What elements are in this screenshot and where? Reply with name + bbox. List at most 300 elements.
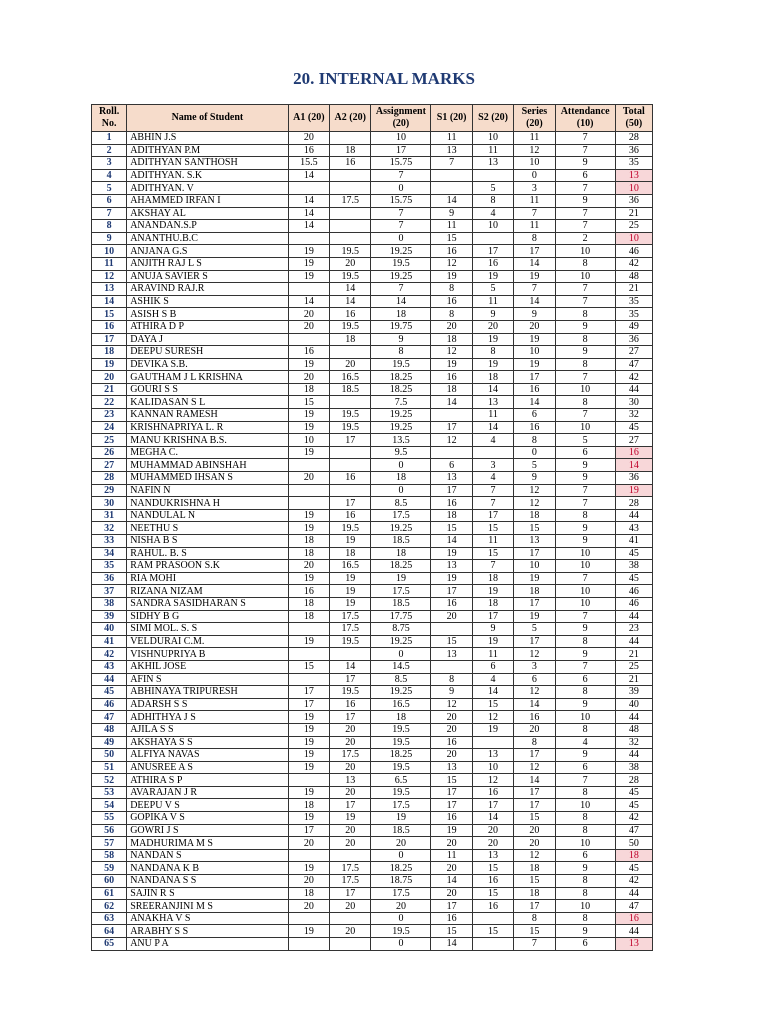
mark-cell: 10 (371, 132, 431, 145)
mark-cell: 14 (431, 194, 472, 207)
mark-cell: 19 (288, 925, 329, 938)
mark-cell: 19 (615, 484, 652, 497)
mark-cell: 18 (330, 144, 371, 157)
mark-cell: 38 (615, 560, 652, 573)
student-name-cell: AVARAJAN J R (127, 786, 288, 799)
mark-cell (330, 132, 371, 145)
mark-cell: 19.25 (371, 421, 431, 434)
student-name-cell: AKSHAYA S S (127, 736, 288, 749)
student-name-cell: MEGHA C. (127, 446, 288, 459)
roll-number-cell: 14 (92, 295, 127, 308)
roll-number-cell: 19 (92, 358, 127, 371)
mark-cell: 17 (371, 144, 431, 157)
mark-cell: 17 (514, 786, 555, 799)
mark-cell: 9 (555, 648, 615, 661)
mark-cell: 17 (472, 799, 513, 812)
mark-cell: 10 (514, 157, 555, 170)
student-name-cell: ALFIYA NAVAS (127, 749, 288, 762)
mark-cell: 18 (288, 535, 329, 548)
mark-cell: 16 (431, 295, 472, 308)
mark-cell: 10 (615, 232, 652, 245)
roll-number-cell: 8 (92, 220, 127, 233)
mark-cell: 17 (431, 799, 472, 812)
mark-cell: 17.5 (371, 509, 431, 522)
mark-cell: 6 (555, 673, 615, 686)
mark-cell: 44 (615, 749, 652, 762)
roll-number-cell: 53 (92, 786, 127, 799)
table-row (92, 786, 653, 799)
roll-number-cell: 58 (92, 849, 127, 862)
mark-cell: 50 (615, 837, 652, 850)
mark-cell: 20 (472, 824, 513, 837)
mark-cell: 9 (371, 333, 431, 346)
mark-cell: 12 (472, 711, 513, 724)
roll-number-cell: 44 (92, 673, 127, 686)
mark-cell: 8 (555, 723, 615, 736)
table-row (92, 572, 653, 585)
mark-cell: 19 (288, 522, 329, 535)
table-row (92, 723, 653, 736)
student-name-cell: MANU KRISHNA B.S. (127, 434, 288, 447)
mark-cell: 3 (472, 459, 513, 472)
mark-cell: 14 (431, 396, 472, 409)
mark-cell (431, 409, 472, 422)
mark-cell: 19 (288, 711, 329, 724)
roll-number-cell: 43 (92, 660, 127, 673)
mark-cell: 19 (514, 270, 555, 283)
table-row (92, 245, 653, 258)
mark-cell: 47 (615, 824, 652, 837)
mark-cell: 18.5 (330, 383, 371, 396)
mark-cell: 7 (555, 132, 615, 145)
mark-cell: 7 (555, 283, 615, 296)
mark-cell: 19 (514, 358, 555, 371)
roll-number-cell: 7 (92, 207, 127, 220)
mark-cell (288, 938, 329, 951)
column-header: Roll. No. (92, 105, 127, 132)
mark-cell: 8 (472, 194, 513, 207)
mark-cell: 17 (431, 585, 472, 598)
roll-number-cell: 2 (92, 144, 127, 157)
table-row (92, 409, 653, 422)
roll-number-cell: 52 (92, 774, 127, 787)
mark-cell: 10 (615, 182, 652, 195)
mark-cell: 17 (288, 698, 329, 711)
roll-number-cell: 49 (92, 736, 127, 749)
mark-cell: 13 (431, 560, 472, 573)
mark-cell: 19 (288, 572, 329, 585)
mark-cell: 11 (431, 132, 472, 145)
mark-cell: 9 (555, 346, 615, 359)
mark-cell: 17 (472, 509, 513, 522)
mark-cell: 16 (330, 472, 371, 485)
table-row (92, 182, 653, 195)
mark-cell: 16 (431, 597, 472, 610)
mark-cell: 10 (555, 421, 615, 434)
roll-number-cell: 31 (92, 509, 127, 522)
table-row (92, 283, 653, 296)
mark-cell: 5 (514, 623, 555, 636)
mark-cell: 19.5 (371, 723, 431, 736)
table-row (92, 547, 653, 560)
table-row (92, 333, 653, 346)
mark-cell: 36 (615, 194, 652, 207)
mark-cell: 10 (555, 597, 615, 610)
mark-cell: 7 (555, 610, 615, 623)
student-name-cell: ADITHYAN. S.K (127, 169, 288, 182)
mark-cell: 7 (555, 572, 615, 585)
mark-cell: 7 (371, 169, 431, 182)
mark-cell: 7 (555, 484, 615, 497)
mark-cell: 8 (472, 346, 513, 359)
roll-number-cell: 20 (92, 371, 127, 384)
mark-cell: 13 (472, 157, 513, 170)
mark-cell: 10 (514, 346, 555, 359)
mark-cell: 13 (472, 749, 513, 762)
roll-number-cell: 26 (92, 446, 127, 459)
mark-cell (288, 648, 329, 661)
mark-cell: 0 (371, 484, 431, 497)
mark-cell: 18.5 (371, 597, 431, 610)
mark-cell: 19.25 (371, 270, 431, 283)
mark-cell: 47 (615, 358, 652, 371)
student-name-cell: ABHINAYA TRIPURESH (127, 686, 288, 699)
mark-cell: 15 (431, 232, 472, 245)
mark-cell: 14 (514, 257, 555, 270)
mark-cell: 18 (431, 509, 472, 522)
mark-cell: 20 (514, 723, 555, 736)
mark-cell: 18.75 (371, 875, 431, 888)
mark-cell: 6 (555, 169, 615, 182)
mark-cell: 7 (555, 660, 615, 673)
mark-cell: 17.5 (371, 585, 431, 598)
mark-cell: 13 (431, 761, 472, 774)
mark-cell: 19 (472, 585, 513, 598)
mark-cell: 44 (615, 610, 652, 623)
table-row (92, 371, 653, 384)
table-row (92, 912, 653, 925)
mark-cell: 44 (615, 635, 652, 648)
mark-cell: 41 (615, 535, 652, 548)
mark-cell: 16.5 (371, 698, 431, 711)
student-name-cell: RAM PRASOON S.K (127, 560, 288, 573)
mark-cell: 20 (330, 761, 371, 774)
mark-cell: 18.5 (371, 824, 431, 837)
mark-cell: 0 (371, 938, 431, 951)
mark-cell: 19 (288, 421, 329, 434)
mark-cell: 16 (330, 308, 371, 321)
mark-cell (330, 182, 371, 195)
student-name-cell: ANU P A (127, 938, 288, 951)
mark-cell: 8 (514, 912, 555, 925)
mark-cell: 0 (371, 232, 431, 245)
table-row (92, 698, 653, 711)
mark-cell: 7 (514, 207, 555, 220)
mark-cell: 15 (472, 547, 513, 560)
mark-cell: 17 (431, 484, 472, 497)
mark-cell: 7 (472, 560, 513, 573)
roll-number-cell: 9 (92, 232, 127, 245)
mark-cell: 8 (555, 257, 615, 270)
table-row (92, 686, 653, 699)
mark-cell: 43 (615, 522, 652, 535)
student-name-cell: GOURI S S (127, 383, 288, 396)
mark-cell: 11 (514, 220, 555, 233)
mark-cell: 16 (431, 812, 472, 825)
mark-cell (330, 648, 371, 661)
student-name-cell: ADITHYAN. V (127, 182, 288, 195)
roll-number-cell: 39 (92, 610, 127, 623)
mark-cell: 17 (330, 497, 371, 510)
mark-cell: 17 (514, 371, 555, 384)
roll-number-cell: 60 (92, 875, 127, 888)
table-row (92, 194, 653, 207)
mark-cell: 21 (615, 648, 652, 661)
student-name-cell: MUHAMMAD ABINSHAH (127, 459, 288, 472)
student-name-cell: GOPIKA V S (127, 812, 288, 825)
mark-cell: 23 (615, 623, 652, 636)
mark-cell: 8 (555, 875, 615, 888)
mark-cell: 17.5 (330, 623, 371, 636)
student-name-cell: ATHIRA S P (127, 774, 288, 787)
table-row (92, 824, 653, 837)
mark-cell: 7 (555, 144, 615, 157)
table-row (92, 459, 653, 472)
roll-number-cell: 28 (92, 472, 127, 485)
student-name-cell: NANDANA K B (127, 862, 288, 875)
roll-number-cell: 46 (92, 698, 127, 711)
mark-cell: 19 (472, 270, 513, 283)
mark-cell: 14 (472, 812, 513, 825)
mark-cell: 8 (555, 635, 615, 648)
mark-cell: 20 (514, 320, 555, 333)
roll-number-cell: 23 (92, 409, 127, 422)
mark-cell: 6 (514, 409, 555, 422)
roll-number-cell: 34 (92, 547, 127, 560)
mark-cell: 7 (555, 409, 615, 422)
table-row (92, 295, 653, 308)
student-name-cell: ARABHY S S (127, 925, 288, 938)
mark-cell: 20 (431, 887, 472, 900)
student-name-cell: VELDURAI C.M. (127, 635, 288, 648)
mark-cell: 10 (555, 900, 615, 913)
mark-cell: 16 (288, 585, 329, 598)
student-name-cell: DEEPU V S (127, 799, 288, 812)
mark-cell: 14 (514, 396, 555, 409)
mark-cell: 15 (472, 698, 513, 711)
mark-cell: 16 (330, 698, 371, 711)
mark-cell: 19 (288, 749, 329, 762)
table-row (92, 358, 653, 371)
mark-cell: 11 (431, 220, 472, 233)
mark-cell: 9.5 (371, 446, 431, 459)
mark-cell (330, 938, 371, 951)
roll-number-cell: 11 (92, 257, 127, 270)
mark-cell: 18.25 (371, 862, 431, 875)
student-name-cell: ADARSH S S (127, 698, 288, 711)
mark-cell: 17.75 (371, 610, 431, 623)
mark-cell: 20 (371, 837, 431, 850)
mark-cell: 6.5 (371, 774, 431, 787)
mark-cell: 18.5 (371, 535, 431, 548)
mark-cell: 11 (472, 409, 513, 422)
roll-number-cell: 57 (92, 837, 127, 850)
mark-cell: 6 (555, 938, 615, 951)
mark-cell: 14 (472, 383, 513, 396)
mark-cell: 14 (288, 194, 329, 207)
mark-cell: 12 (472, 774, 513, 787)
mark-cell: 7 (371, 283, 431, 296)
mark-cell: 8 (514, 232, 555, 245)
mark-cell: 19 (431, 824, 472, 837)
table-row (92, 220, 653, 233)
mark-cell: 19.5 (330, 686, 371, 699)
mark-cell (472, 232, 513, 245)
roll-number-cell: 64 (92, 925, 127, 938)
mark-cell (330, 169, 371, 182)
mark-cell: 17 (514, 900, 555, 913)
mark-cell: 19.5 (371, 736, 431, 749)
table-row (92, 434, 653, 447)
table-row (92, 144, 653, 157)
mark-cell: 8 (431, 308, 472, 321)
mark-cell: 15 (514, 812, 555, 825)
column-header: Total (50) (615, 105, 652, 132)
mark-cell: 18 (472, 597, 513, 610)
mark-cell: 19 (472, 635, 513, 648)
mark-cell (330, 912, 371, 925)
mark-cell (330, 484, 371, 497)
mark-cell: 19.5 (330, 409, 371, 422)
mark-cell: 14 (288, 295, 329, 308)
mark-cell: 19 (472, 333, 513, 346)
mark-cell: 7 (555, 371, 615, 384)
column-header: Series (20) (514, 105, 555, 132)
table-row (92, 484, 653, 497)
mark-cell: 14 (472, 686, 513, 699)
student-name-cell: VISHNUPRIYA B (127, 648, 288, 661)
mark-cell: 19.5 (330, 635, 371, 648)
mark-cell: 8 (555, 358, 615, 371)
mark-cell: 19.25 (371, 635, 431, 648)
table-row (92, 761, 653, 774)
mark-cell: 12 (514, 484, 555, 497)
mark-cell: 32 (615, 736, 652, 749)
table-row (92, 132, 653, 145)
mark-cell: 13 (431, 472, 472, 485)
mark-cell: 19 (330, 535, 371, 548)
roll-number-cell: 40 (92, 623, 127, 636)
student-name-cell: ANUJA SAVIER S (127, 270, 288, 283)
mark-cell: 18 (330, 547, 371, 560)
table-row (92, 232, 653, 245)
mark-cell: 17 (472, 610, 513, 623)
roll-number-cell: 51 (92, 761, 127, 774)
mark-cell: 14 (431, 535, 472, 548)
mark-cell: 8 (555, 812, 615, 825)
mark-cell: 30 (615, 396, 652, 409)
mark-cell: 20 (431, 711, 472, 724)
mark-cell: 17 (472, 245, 513, 258)
mark-cell: 19.5 (330, 245, 371, 258)
mark-cell: 18.25 (371, 371, 431, 384)
mark-cell: 15 (431, 774, 472, 787)
column-header: A2 (20) (330, 105, 371, 132)
mark-cell: 18 (288, 799, 329, 812)
student-name-cell: ADHITHYA J S (127, 711, 288, 724)
mark-cell: 20 (288, 132, 329, 145)
mark-cell: 18 (330, 333, 371, 346)
mark-cell: 17 (431, 786, 472, 799)
mark-cell: 15 (514, 522, 555, 535)
mark-cell: 19 (330, 812, 371, 825)
mark-cell: 36 (615, 144, 652, 157)
mark-cell: 9 (555, 320, 615, 333)
mark-cell: 10 (555, 547, 615, 560)
mark-cell: 44 (615, 383, 652, 396)
page-title: 20. INTERNAL MARKS (293, 69, 475, 88)
mark-cell: 13 (514, 535, 555, 548)
student-name-cell: MADHURIMA M S (127, 837, 288, 850)
mark-cell (288, 912, 329, 925)
mark-cell: 0 (514, 169, 555, 182)
table-row (92, 509, 653, 522)
mark-cell: 7 (371, 220, 431, 233)
mark-cell: 20 (431, 320, 472, 333)
mark-cell (330, 446, 371, 459)
mark-cell: 19 (288, 270, 329, 283)
mark-cell: 9 (555, 522, 615, 535)
mark-cell: 44 (615, 925, 652, 938)
mark-cell: 14 (514, 295, 555, 308)
mark-cell (472, 912, 513, 925)
mark-cell: 19 (288, 245, 329, 258)
mark-cell (472, 169, 513, 182)
table-row (92, 597, 653, 610)
mark-cell: 20 (330, 837, 371, 850)
mark-cell: 17 (514, 799, 555, 812)
mark-cell (288, 333, 329, 346)
mark-cell: 16 (288, 346, 329, 359)
column-header: Assignment (20) (371, 105, 431, 132)
mark-cell: 20 (330, 257, 371, 270)
mark-cell: 9 (555, 698, 615, 711)
student-name-cell: DEVIKA S.B. (127, 358, 288, 371)
mark-cell: 17 (514, 547, 555, 560)
mark-cell: 19.25 (371, 245, 431, 258)
mark-cell: 16 (330, 509, 371, 522)
mark-cell (472, 938, 513, 951)
table-row (92, 849, 653, 862)
mark-cell: 19 (288, 409, 329, 422)
table-row (92, 346, 653, 359)
mark-cell: 15 (288, 660, 329, 673)
mark-cell: 19 (288, 812, 329, 825)
mark-cell: 44 (615, 887, 652, 900)
mark-cell: 19 (330, 585, 371, 598)
roll-number-cell: 32 (92, 522, 127, 535)
mark-cell: 19 (371, 572, 431, 585)
table-header-row (92, 105, 653, 132)
mark-cell: 19.5 (330, 421, 371, 434)
student-name-cell: NANDULAL N (127, 509, 288, 522)
mark-cell: 19.5 (330, 320, 371, 333)
mark-cell: 18 (472, 371, 513, 384)
mark-cell: 15.75 (371, 157, 431, 170)
mark-cell: 19 (514, 610, 555, 623)
mark-cell (288, 484, 329, 497)
mark-cell: 10 (555, 245, 615, 258)
